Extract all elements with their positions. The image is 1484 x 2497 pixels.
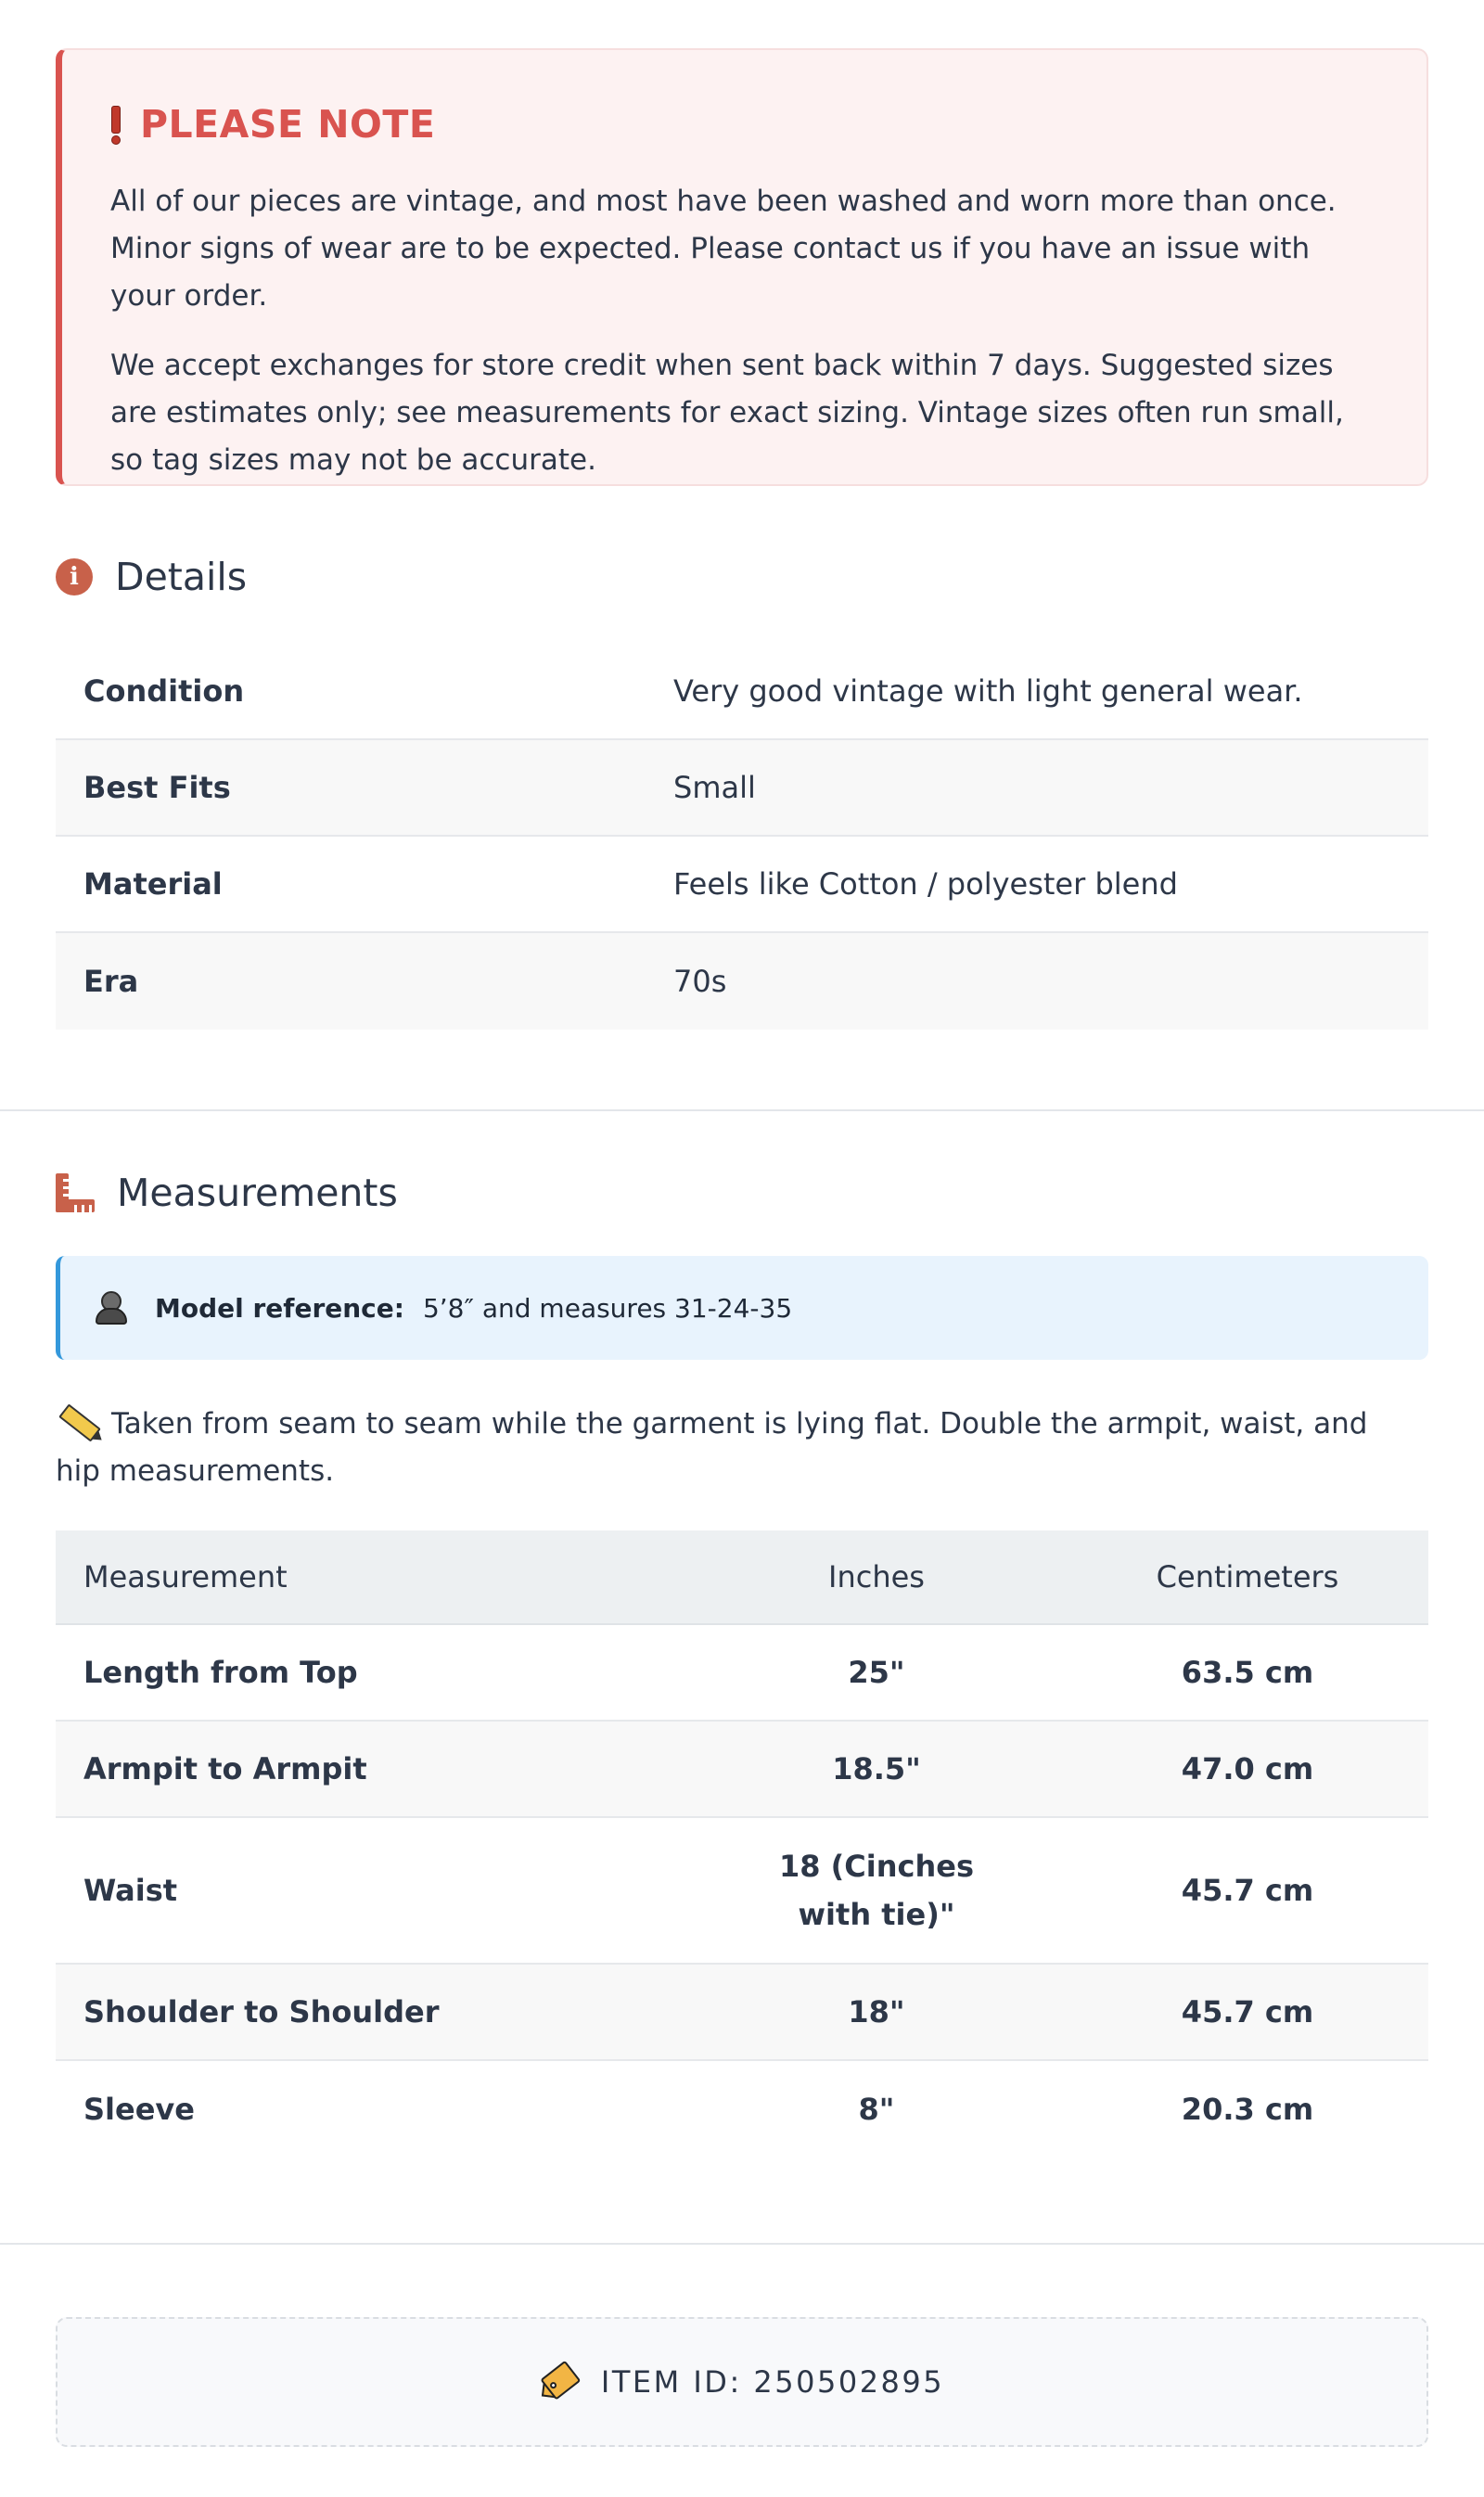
- notice-paragraph-2: We accept exchanges for store credit when sent back within 7 days. Suggested sizes are estimates only; see measurements for exact sizing. Vintage sizes often run small, so tag sizes may not be accurate.: [110, 349, 1344, 477]
- measurements-table: [56, 1530, 1428, 2158]
- measurement-inches: 18": [848, 1994, 905, 2030]
- column-header-inches: Inches: [828, 1559, 925, 1594]
- details-value: Small: [673, 770, 756, 805]
- measurement-name: Length from Top: [83, 1655, 358, 1690]
- ruler-icon: [56, 1173, 95, 1212]
- details-row-era: [56, 933, 1428, 1030]
- info-icon: i: [56, 558, 93, 595]
- details-title: Details: [115, 555, 248, 599]
- measurement-name: Waist: [83, 1873, 178, 1908]
- tag-icon: [535, 2361, 581, 2404]
- measurements-table-header: [56, 1530, 1428, 1625]
- details-value: Very good vintage with light general wear.: [673, 673, 1303, 709]
- details-row-condition: [56, 644, 1428, 740]
- model-reference-value: 5’8″ and measures 31-24-35: [422, 1292, 793, 1324]
- measurement-name: Armpit to Armpit: [83, 1751, 367, 1786]
- measurement-inches: 18 (Cinches with tie)": [778, 1849, 975, 1932]
- section-divider: [0, 1109, 1484, 1111]
- details-value: Feels like Cotton / polyester blend: [673, 866, 1178, 902]
- table-row: [56, 1722, 1428, 1818]
- measurement-cm: 63.5 cm: [1181, 1655, 1314, 1690]
- measurement-inches: 25": [848, 1655, 905, 1690]
- measurements-title: Measurements: [117, 1171, 398, 1215]
- details-value: 70s: [673, 964, 727, 999]
- section-divider: [0, 2243, 1484, 2245]
- details-heading: [56, 555, 247, 599]
- details-label: Condition: [83, 673, 245, 709]
- measurement-inches: 18.5": [832, 1751, 921, 1786]
- measurement-name: Shoulder to Shoulder: [83, 1994, 440, 2030]
- measurement-note-text: Taken from seam to seam while the garment is lying flat. Double the armpit, waist, and hip measurements.: [56, 1407, 1368, 1488]
- details-label: Best Fits: [83, 770, 231, 805]
- measurement-cm: 20.3 cm: [1181, 2092, 1314, 2127]
- measurement-cm: 45.7 cm: [1181, 1873, 1314, 1908]
- column-header-measurement: Measurement: [83, 1559, 288, 1594]
- measurements-heading: [56, 1171, 398, 1215]
- details-row-best-fits: [56, 740, 1428, 837]
- column-header-centimeters: Centimeters: [1156, 1559, 1339, 1594]
- notice-paragraph-1: All of our pieces are vintage, and most have been washed and worn more than once. Minor signs of wear are to be expected. Please contact us if you have an issue with your order.: [110, 185, 1337, 313]
- measurement-note: [56, 1401, 1373, 1495]
- measurement-inches: 8": [858, 2092, 895, 2127]
- person-icon: [96, 1291, 127, 1325]
- details-label: Material: [83, 866, 223, 902]
- notice-header: [110, 102, 1378, 147]
- measurement-cm: 45.7 cm: [1181, 1994, 1314, 2030]
- measurement-name: Sleeve: [83, 2092, 195, 2127]
- exclamation-icon: [110, 106, 120, 143]
- details-table: [56, 644, 1428, 1030]
- measurement-cm: 47.0 cm: [1181, 1751, 1314, 1786]
- notice-box: [56, 48, 1428, 486]
- table-row: [56, 2061, 1428, 2158]
- item-id-box: [56, 2317, 1428, 2447]
- notice-title: PLEASE NOTE: [140, 102, 436, 147]
- table-row: [56, 1818, 1428, 1965]
- model-reference-box: [56, 1256, 1428, 1360]
- item-id: ITEM ID: 250502895: [600, 2364, 945, 2400]
- pencil-icon: [58, 1403, 101, 1441]
- table-row: [56, 1625, 1428, 1722]
- details-label: Era: [83, 964, 139, 999]
- model-reference-label: Model reference:: [155, 1292, 404, 1324]
- details-row-material: [56, 837, 1428, 933]
- table-row: [56, 1965, 1428, 2061]
